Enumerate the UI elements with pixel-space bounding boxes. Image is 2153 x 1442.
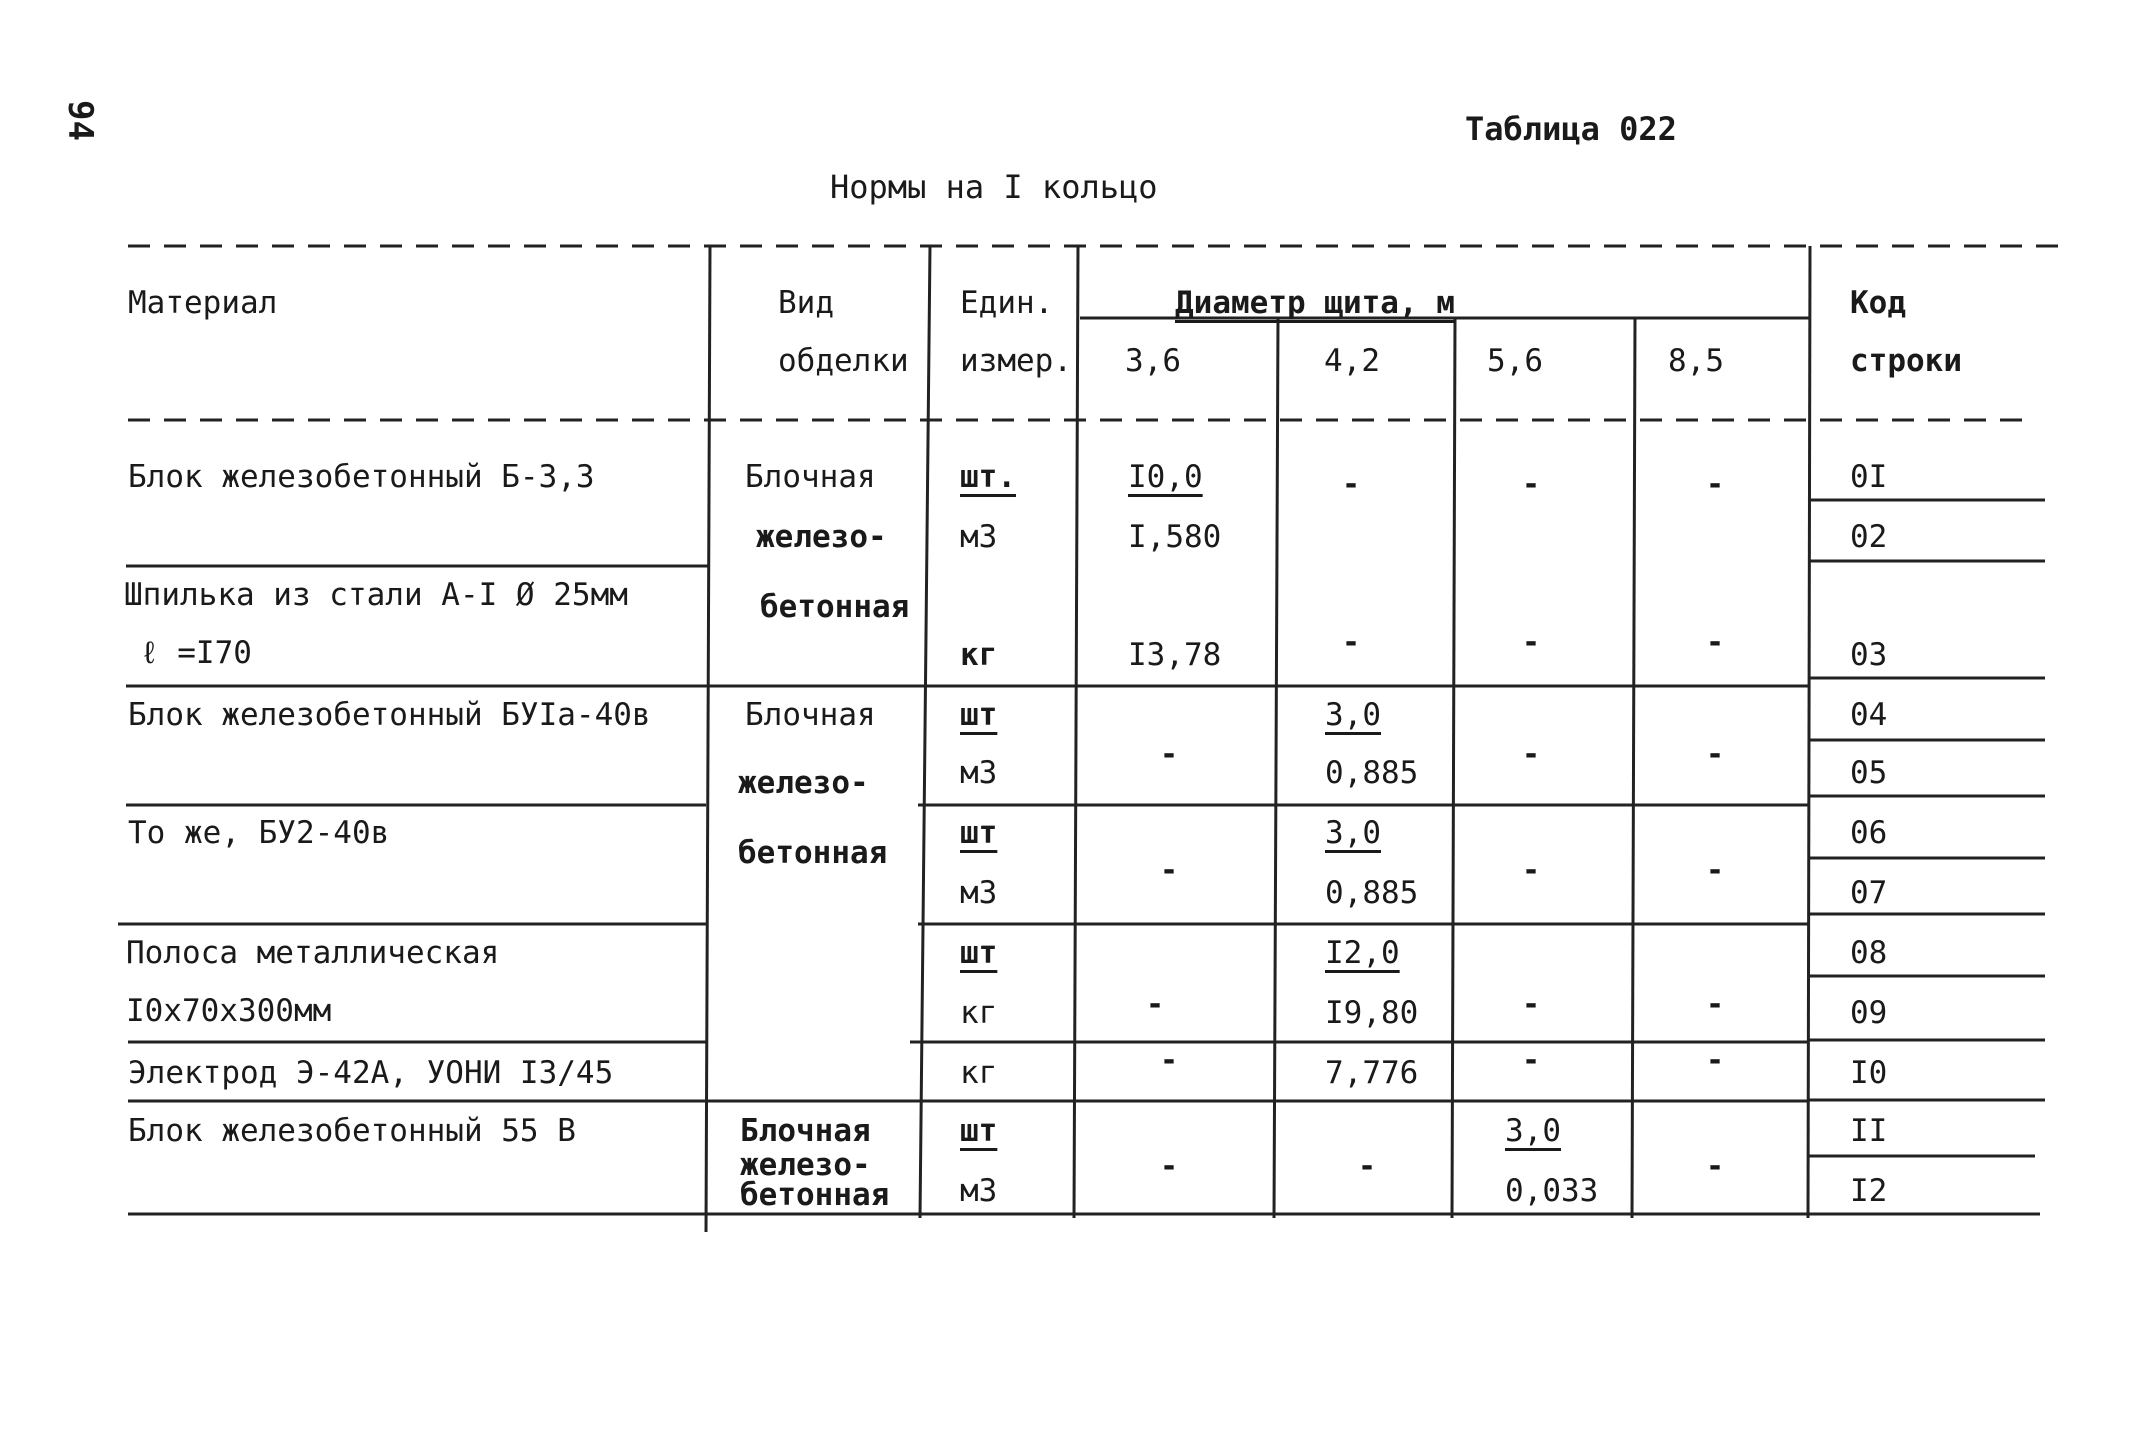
header-code-line1: Код bbox=[1850, 285, 1906, 321]
row02-d36: I,580 bbox=[1128, 519, 1222, 555]
row10-material: Электрод Э-42А, УОНИ I3/45 bbox=[128, 1055, 614, 1091]
row10-unit: кг bbox=[960, 1055, 998, 1091]
row09-d36-dash: - bbox=[1146, 987, 1165, 1022]
header-d56: 5,6 bbox=[1487, 343, 1543, 379]
row03-d36: I3,78 bbox=[1128, 637, 1222, 673]
header-material: Материал bbox=[128, 285, 278, 321]
row09-unit: кг bbox=[960, 995, 998, 1031]
row05-code: 05 bbox=[1850, 755, 1888, 791]
row05-unit: м3 bbox=[960, 755, 998, 791]
row09-code: 09 bbox=[1850, 995, 1888, 1031]
finish-group3-line1: Блочная bbox=[740, 1113, 871, 1149]
row01-unit: шт. bbox=[960, 459, 1016, 495]
row03-unit: кг bbox=[960, 637, 998, 673]
row10-d85-dash: - bbox=[1706, 1043, 1725, 1078]
row11-unit: шт bbox=[960, 1113, 998, 1149]
row12-unit: м3 bbox=[960, 1173, 998, 1209]
row01-d56-dash: - bbox=[1522, 467, 1541, 502]
row06-unit: шт bbox=[960, 815, 998, 851]
row04-d36-dash: - bbox=[1160, 737, 1179, 772]
row04-d42: 3,0 bbox=[1325, 697, 1381, 733]
finish-group1-line1: Блочная bbox=[745, 459, 876, 495]
row09-d85-dash: - bbox=[1706, 987, 1725, 1022]
row01-d36: I0,0 bbox=[1128, 459, 1203, 495]
table-subtitle: Нормы на I кольцо bbox=[830, 168, 1158, 206]
finish-group3-line2: железо- bbox=[740, 1147, 871, 1183]
page-number: 94 bbox=[60, 100, 100, 141]
row04-d85-dash: - bbox=[1706, 737, 1725, 772]
row12-d56: 0,033 bbox=[1505, 1173, 1599, 1209]
row11-d42-dash: - bbox=[1358, 1149, 1377, 1184]
row02-code: 02 bbox=[1850, 519, 1888, 555]
row11-d56: 3,0 bbox=[1505, 1113, 1561, 1149]
row03-material: Шпилька из стали А-I Ø 25мм bbox=[124, 577, 628, 613]
row03-material-length: ℓ =I70 bbox=[140, 635, 252, 671]
header-d36: 3,6 bbox=[1125, 343, 1181, 379]
header-finish-line1: Вид bbox=[778, 285, 834, 321]
row01-d42-dash: - bbox=[1342, 467, 1361, 502]
row07-unit: м3 bbox=[960, 875, 998, 911]
row07-code: 07 bbox=[1850, 875, 1888, 911]
row04-d56-dash: - bbox=[1522, 737, 1541, 772]
row01-material: Блок железобетонный Б-3,3 bbox=[128, 459, 595, 495]
row10-d42: 7,776 bbox=[1325, 1055, 1419, 1091]
finish-group1-line2: железо- bbox=[756, 519, 887, 555]
row04-unit: шт bbox=[960, 697, 998, 733]
header-d85: 8,5 bbox=[1668, 343, 1724, 379]
header-finish-line2: обделки bbox=[778, 343, 909, 379]
header-unit-line1: Един. bbox=[960, 285, 1054, 321]
row11-material: Блок железобетонный 55 В bbox=[128, 1113, 576, 1149]
row08-code: 08 bbox=[1850, 935, 1888, 971]
row03-code: 03 bbox=[1850, 637, 1888, 673]
row09-material: I0х70х300мм bbox=[126, 993, 332, 1029]
row03-d42-dash: - bbox=[1342, 625, 1361, 660]
finish-group2-line3: бетонная bbox=[738, 835, 888, 871]
row10-d36-dash: - bbox=[1160, 1043, 1179, 1078]
finish-group3-line3: бетонная bbox=[740, 1177, 890, 1213]
row04-code: 04 bbox=[1850, 697, 1888, 733]
header-d42: 4,2 bbox=[1324, 343, 1380, 379]
row08-unit: шт bbox=[960, 935, 998, 971]
row08-d42: I2,0 bbox=[1325, 935, 1400, 971]
row06-material: То же, БУ2-40в bbox=[128, 815, 390, 851]
row03-d56-dash: - bbox=[1522, 625, 1541, 660]
row07-d42: 0,885 bbox=[1325, 875, 1419, 911]
row08-material: Полоса металлическая bbox=[126, 935, 500, 971]
row10-d56-dash: - bbox=[1522, 1043, 1541, 1078]
row04-material: Блок железобетонный БУIа-40в bbox=[128, 697, 651, 733]
row10-code: I0 bbox=[1850, 1055, 1888, 1091]
row11-d36-dash: - bbox=[1160, 1149, 1179, 1184]
row01-d85-dash: - bbox=[1706, 467, 1725, 502]
header-code-line2: строки bbox=[1850, 343, 1962, 379]
row05-d42: 0,885 bbox=[1325, 755, 1419, 791]
table-label: Таблица 022 bbox=[1465, 110, 1677, 148]
row03-d85-dash: - bbox=[1706, 625, 1725, 660]
finish-group2-line1: Блочная bbox=[745, 697, 876, 733]
header-unit-line2: измер. bbox=[960, 343, 1072, 379]
row01-code: 0I bbox=[1850, 459, 1888, 495]
row09-d42: I9,80 bbox=[1325, 995, 1419, 1031]
row11-d85-dash: - bbox=[1706, 1149, 1725, 1184]
row02-unit: м3 bbox=[960, 519, 998, 555]
row06-d42: 3,0 bbox=[1325, 815, 1381, 851]
row06-d85-dash: - bbox=[1706, 853, 1725, 888]
row12-code: I2 bbox=[1850, 1173, 1888, 1209]
finish-group2-line2: железо- bbox=[738, 765, 869, 801]
row06-d56-dash: - bbox=[1522, 853, 1541, 888]
row11-code: II bbox=[1850, 1113, 1888, 1149]
row06-d36-dash: - bbox=[1160, 853, 1179, 888]
row09-d56-dash: - bbox=[1522, 987, 1541, 1022]
header-diameter: Диаметр щита, м bbox=[1175, 285, 1455, 321]
finish-group1-line3: бетонная bbox=[760, 589, 910, 625]
row06-code: 06 bbox=[1850, 815, 1888, 851]
